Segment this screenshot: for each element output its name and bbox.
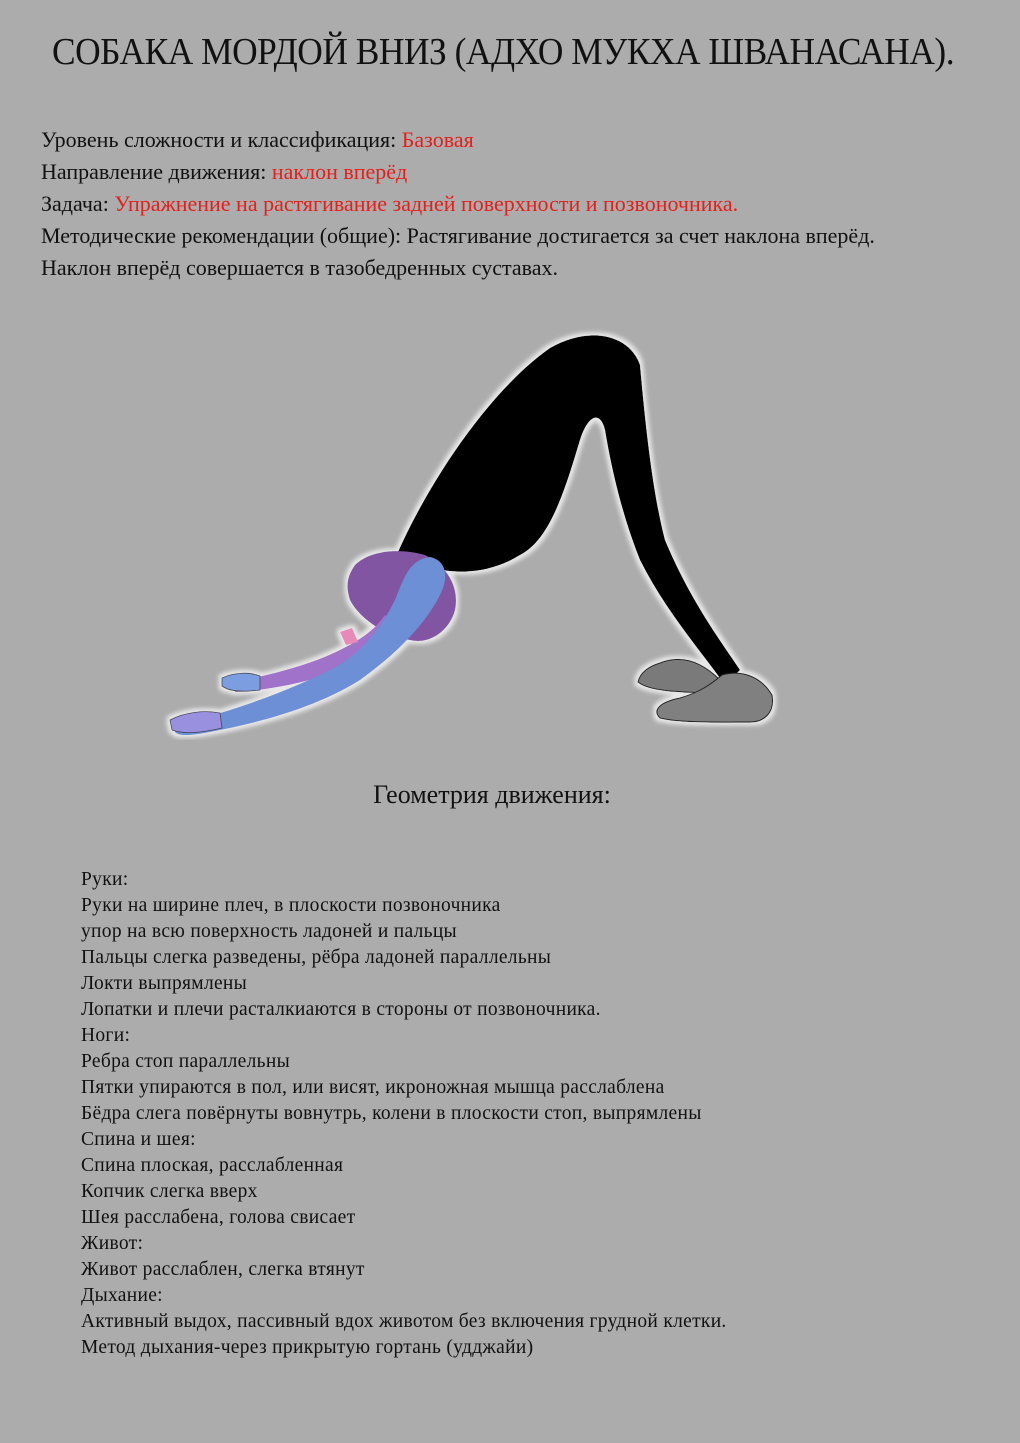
list-heading-belly: Живот: [81,1233,144,1254]
list-item: Бёдра слега повёрнуты вовнутрь, колени в плоскости стоп, выпрямлены [81,1103,702,1124]
list-item: Живот расслаблен, слегка втянут [81,1259,365,1280]
list-heading-breathing: Дыхание: [81,1285,163,1306]
geometry-list [81,867,727,1361]
pose-illustration [160,320,790,740]
list-item: Пятки упираются в пол, или висят, икроножная мышца расслаблена [81,1077,665,1098]
page-title: СОБАКА МОРДОЙ ВНИЗ (АДХО МУКХА ШВАНАСАНА). [52,31,955,73]
list-item: Ребра стоп параллельны [81,1051,290,1072]
list-item: Лопатки и плечи расталкиаются в стороны от позвоночника. [81,999,601,1020]
list-item: упор на всю поверхность ладоней и пальцы [81,921,457,942]
task-value: Упражнение на растягивание задней поверхности и позвоночника. [114,191,739,216]
direction-value: наклон вперёд [271,159,408,184]
task-label: Задача: [41,191,115,216]
list-item: Копчик слегка вверх [81,1181,258,1202]
legs [398,335,740,685]
list-item: Метод дыхания-через прикрытую гортань (удджайи) [81,1337,534,1358]
difficulty-value: Базовая [401,127,474,152]
direction-line [41,156,875,188]
list-item: Пальцы слегка разведены, рёбра ладоней параллельны [81,947,552,968]
arm-front [175,557,445,735]
difficulty-line [41,124,875,156]
list-heading-back-neck: Спина и шея: [81,1129,196,1150]
method-line-2: Наклон вперёд совершается в тазобедренных суставах. [41,255,559,280]
list-item: Шея расслабена, голова свисает [81,1207,356,1228]
difficulty-label: Уровень сложности и классификация: [41,127,402,152]
pose-info [41,124,875,284]
list-item: Локти выпрямлены [81,973,248,994]
list-heading-legs: Ноги: [81,1025,131,1046]
list-item: Руки на ширине плеч, в плоскости позвоночника [81,895,501,916]
list-item: Спина плоская, расслабленная [81,1155,344,1176]
task-line [41,188,875,220]
neck-accent [340,628,358,645]
method-line-1: Методические рекомендации (общие): Растягивание достигается за счет наклона вперёд. [41,223,875,248]
hand-front [170,712,222,733]
direction-label: Направление движения: [41,159,272,184]
list-item: Активный выдох, пассивный вдох животом без включения грудной клетки. [81,1311,727,1332]
hand-back [222,673,260,691]
section-title: Геометрия движения: [373,780,611,809]
list-heading-arms: Руки: [81,869,129,890]
